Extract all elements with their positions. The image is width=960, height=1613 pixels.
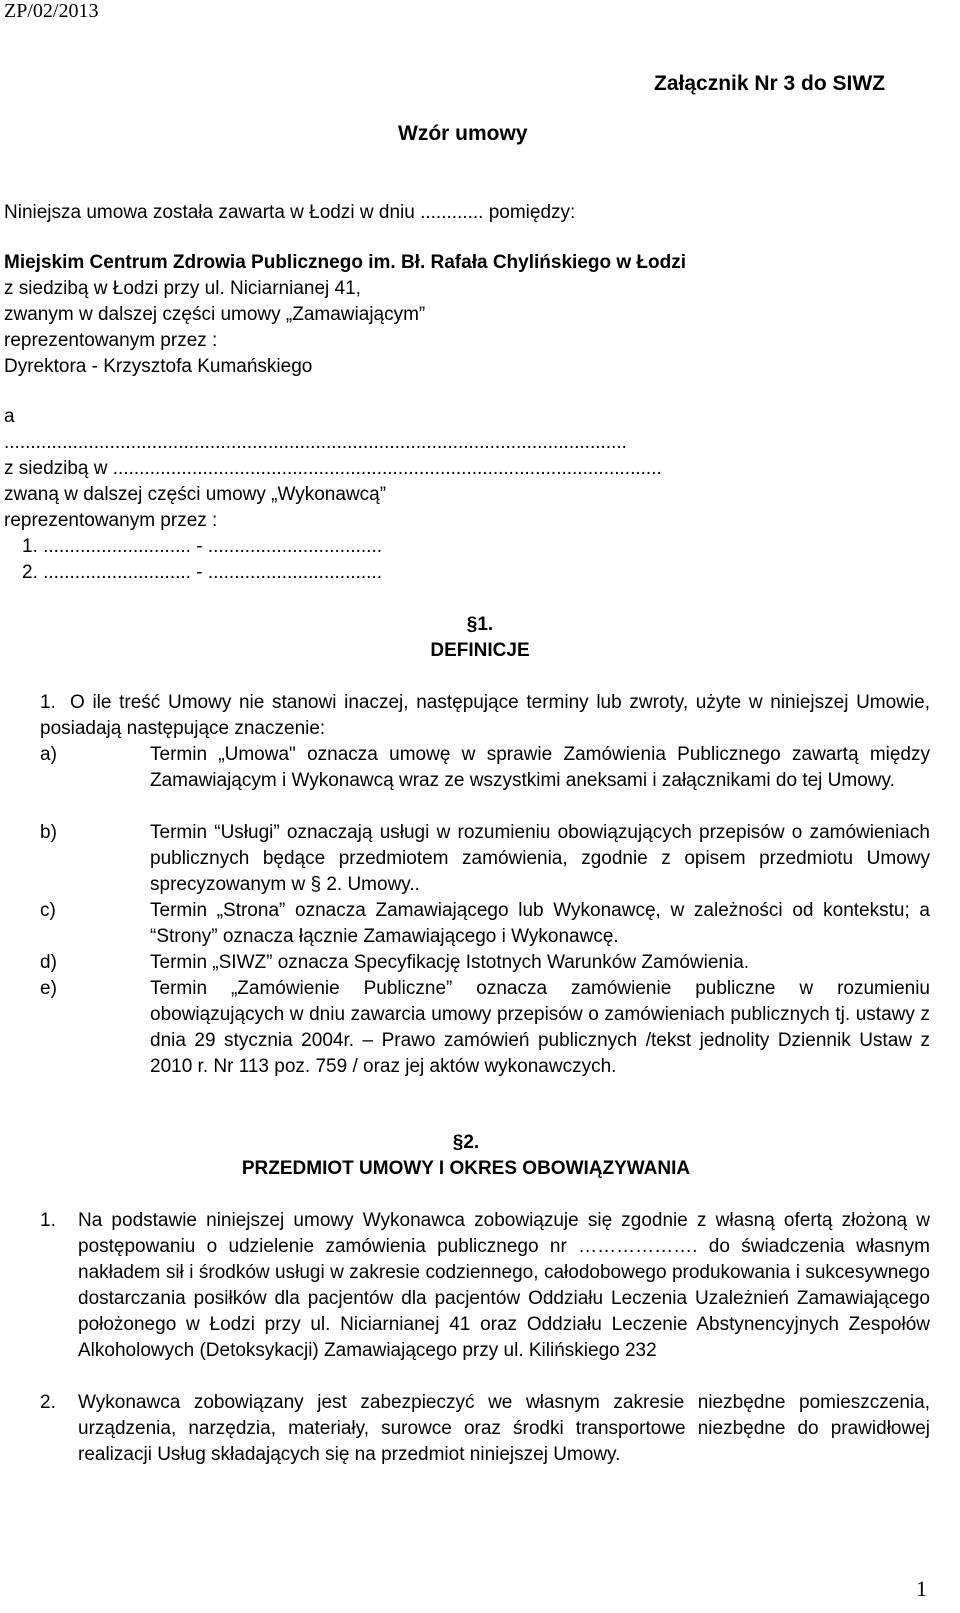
- section1-paragraph: O ile treść Umowy nie stanowi inaczej, następujące terminy lub zwroty, użyte w niniejszej Umowie, posiadają następujące znaczenie:: [40, 692, 930, 739]
- definition-item-c: Termin „Strona” oznacza Zamawiającego lub Wykonawcę, w zależności od kontekstu; a “Strony” oznacza łącznie Zamawiającego i Wykonawcę.: [150, 900, 930, 947]
- party2-conjunction: a: [4, 406, 15, 427]
- definition-item-b: Termin “Usługi” oznaczają usługi w rozumieniu obowiązujących przepisów o zamówieniach publicznych będące przedmiotem zamówienia, zgodnie z opisem przedmiotu Umowy sprecyzowanym w § 2. Umowy..: [150, 822, 930, 895]
- section2-item-1: Na podstawie niniejszej umowy Wykonawca zobowiązuje się zgodnie z własną ofertą złożoną w postępowaniu o udzielenie zamówienia publicznego nr ………………. do świadczenia własnym nakładem sił i środków usługi w zakresie codziennego, całodobowego produkowania i sukcesywnego dostarczania posiłków dla pacjentów dla pacjentów Oddziału Leczenia Uzależnień Zamawiającego położonego w Łodzi przy ul. Niciarnianej 41 oraz Oddziału Leczenie Abstynencyjnych Zespołów Alkoholowych (Detoksykacji) Zamawiającego przy ul. Kilińskiego 232: [78, 1210, 930, 1361]
- party2-name-dots: ......................................................................................................................: [4, 432, 627, 453]
- definition-item-a: Termin „Umowa" oznacza umowę w sprawie Zamówienia Publicznego zawartą między Zamawiającym i Wykonawcą wraz ze wszystkimi aneksami i załącznikami do tej Umowy.: [150, 744, 930, 791]
- party1-representative: Dyrektora - Krzysztofa Kumańskiego: [4, 356, 313, 377]
- section1-paragraph-label: 1.: [40, 692, 56, 713]
- definition-label-e: e): [40, 978, 57, 999]
- party2-representative-1: 1. ............................ - .................................: [22, 536, 383, 557]
- definition-item-e: Termin „Zamówienie Publiczne” oznacza zamówienie publiczne w rozumieniu obowiązujących w dniu zawarcia umowy przepisów o zamówieniach publicznych tj. ustawy z dnia 29 stycznia 2004r. – Prawo zamówień publicznych /tekst jednolity Dziennik Ustaw z 2010 r. Nr 113 poz. 759 / oraz jej aktów wykonawczych.: [150, 978, 930, 1077]
- section2-item-2: Wykonawca zobowiązany jest zabezpieczyć we własnym zakresie niezbędne pomieszczenia, urządzenia, narzędzia, materiały, surowce oraz środki transportowe niezbędne do prawidłowej realizacji Usług składających się na przedmiot niniejszej Umowy.: [78, 1392, 930, 1465]
- definition-item-d: Termin „SIWZ” oznacza Specyfikację Istotnych Warunków Zamówienia.: [150, 952, 750, 973]
- section1-number: §1.: [466, 614, 494, 635]
- section2-number: §2.: [452, 1132, 480, 1153]
- party1-represented: reprezentowanym przez :: [4, 330, 218, 351]
- party1-called: zwanym w dalszej części umowy „Zamawiającym”: [4, 304, 426, 325]
- document-reference: ZP/02/2013: [4, 0, 99, 22]
- attachment-title: Załącznik Nr 3 do SIWZ: [654, 72, 886, 95]
- section2-title: PRZEDMIOT UMOWY I OKRES OBOWIĄZYWANIA: [241, 1158, 691, 1179]
- section2-label-1: 1.: [40, 1210, 56, 1231]
- party2-represented: reprezentowanym przez :: [4, 510, 218, 531]
- intro-line: Niniejsza umowa została zawarta w Łodzi w dniu ............ pomiędzy:: [4, 202, 576, 223]
- definition-label-c: c): [40, 900, 56, 921]
- section1-title: DEFINICJE: [430, 640, 530, 661]
- definition-label-a: a): [40, 744, 57, 765]
- party2-representative-2: 2. ............................ - .................................: [22, 562, 383, 583]
- party2-called: zwaną w dalszej części umowy „Wykonawcą”: [4, 484, 387, 505]
- party2-seat: z siedzibą w ........................................................................................................: [4, 458, 662, 479]
- party1-name: Miejskim Centrum Zdrowia Publicznego im. Bł. Rafała Chylińskiego w Łodzi: [4, 252, 686, 273]
- page-title: Wzór umowy: [398, 122, 528, 145]
- definition-label-d: d): [40, 952, 57, 973]
- section2-label-2: 2.: [40, 1392, 56, 1413]
- definition-label-b: b): [40, 822, 57, 843]
- page-number: 1: [916, 1576, 927, 1601]
- party1-address: z siedzibą w Łodzi przy ul. Niciarnianej 41,: [4, 278, 361, 299]
